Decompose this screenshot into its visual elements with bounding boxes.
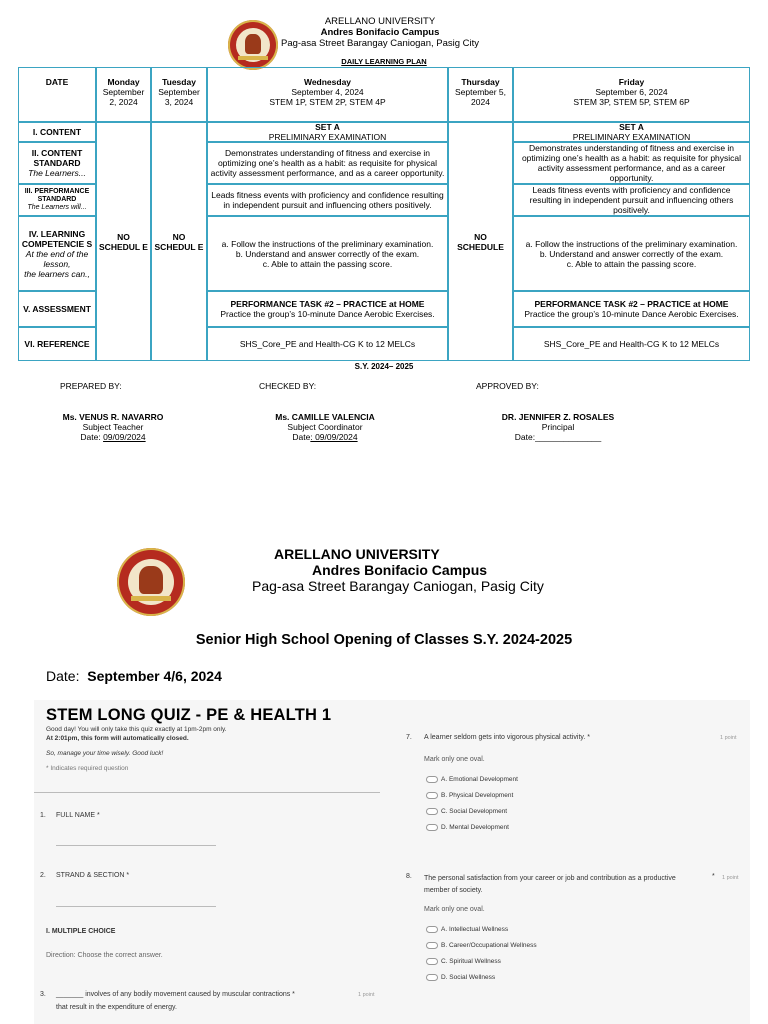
approved-role: Principal [541, 422, 575, 432]
approved-date: ______________ [535, 432, 602, 442]
radio-circle-icon[interactable] [426, 824, 438, 831]
row-performance-standard-label [18, 184, 96, 216]
competency-item: a. Follow the instructions of the preliminary examination. [221, 238, 434, 249]
checked-date-line [235, 432, 415, 442]
thursday-no-schedule-text: NO SCHEDULE [457, 231, 504, 252]
friday-reference-text: SHS_Core_PE and Health-CG K to 12 MELCs [543, 339, 720, 349]
wednesday-label: Wednesday [303, 77, 352, 87]
prepared-date: 09/09/2024 [103, 432, 146, 442]
assessment-label: V. ASSESSMENT [23, 304, 91, 314]
radio-circle-icon[interactable] [426, 974, 438, 981]
q7-instruction: Mark only one oval. [424, 756, 485, 763]
header-address: Pag-asa Street Barangay Caniogan, Pasig City [280, 38, 480, 49]
radio-circle-icon[interactable] [426, 926, 438, 933]
quiz-intro-3: So, manage your time wisely. Good luck! [46, 750, 164, 757]
q8-options [426, 922, 537, 986]
prepared-date-line [23, 432, 203, 442]
monday-no-schedule [96, 122, 151, 361]
q7-option-label: B. Physical Development [441, 792, 514, 799]
quiz-intro-1: Good day! You will only take this quiz exactly at 1pm-2pm only. [46, 726, 227, 733]
header-university: ARELLANO UNIVERSITY [324, 16, 436, 27]
radio-circle-icon[interactable] [426, 808, 438, 815]
friday-assessment-text: Practice the group’s 10-minute Dance Aerobic Exercises. [524, 309, 739, 319]
prepared-date-label: Date: [80, 432, 101, 442]
wednesday-competencies [207, 216, 448, 291]
q8-points: 1 point [722, 875, 739, 881]
monday-label: Monday [107, 77, 140, 87]
approved-date-label: Date: [514, 432, 536, 442]
wednesday-set: SET A [315, 122, 340, 132]
q7-option[interactable] [426, 772, 518, 788]
thursday-header [448, 67, 513, 122]
tuesday-no-schedule-text: NO SCHEDUL E [154, 231, 204, 252]
friday-exam: PRELIMINARY EXAMINATION [572, 132, 691, 142]
required-note: * Indicates required question [46, 765, 129, 772]
q8-required-star: * [712, 873, 715, 880]
friday-competencies [513, 216, 750, 291]
quiz-title: STEM LONG QUIZ - PE & HEALTH 1 [46, 706, 332, 724]
competencies-label: IV. LEARNING COMPETENCIE S [21, 228, 93, 249]
q2-number: 2. [40, 872, 46, 879]
section-title: I. MULTIPLE CHOICE [46, 928, 116, 935]
wednesday-assessment-title: PERFORMANCE TASK #2 – PRACTICE at HOME [230, 299, 425, 309]
wednesday-performance-standard-text: Leads fitness events with proficiency and confidence resulting in independent pursuit and influencing others positively. [211, 190, 444, 210]
wednesday-content [207, 122, 448, 142]
row-content-label [18, 122, 96, 142]
friday-content-standard-text: Demonstrates understanding of fitness and exercise in optimizing one’s health as a habit: as requisite for physical activity assessment performance, and as a career opportunity. [521, 143, 742, 183]
opening-date [46, 668, 222, 684]
q3-label: _______ involves of any bodily movement caused by muscular contractions * [56, 991, 295, 998]
checked-role: Subject Coordinator [287, 422, 363, 432]
content-standard-label: II. CONTENT STANDARD [31, 148, 83, 168]
checked-name: Ms. CAMILLE VALENCIA [275, 412, 375, 422]
date-label: DATE [45, 77, 69, 87]
quiz-intro-2: At 2:01pm, this form will automatically closed. [46, 735, 189, 742]
wednesday-header [207, 67, 448, 122]
friday-date: September 6, 2024 [595, 87, 668, 97]
friday-assessment [513, 291, 750, 327]
opening-date-label: Date: [46, 668, 80, 684]
wednesday-reference-text: SHS_Core_PE and Health-CG K to 12 MELCs [239, 339, 416, 349]
wednesday-date: September 4, 2024 [291, 87, 364, 97]
q8-option-label: D. Social Wellness [441, 974, 496, 981]
friday-competencies-list [526, 239, 738, 269]
q3-points: 1 point [358, 992, 375, 998]
q8-option[interactable] [426, 970, 537, 986]
q8-option-label: C. Spiritual Wellness [441, 958, 501, 965]
q2-label: STRAND & SECTION * [56, 872, 130, 879]
tuesday-header [151, 67, 207, 122]
friday-set: SET A [619, 122, 644, 132]
checked-date: : 09/09/2024 [310, 432, 358, 442]
wednesday-content-standard [207, 142, 448, 184]
q8-option-label: B. Career/Occupational Wellness [441, 942, 537, 949]
monday-no-schedule-text: NO SCHEDUL E [99, 231, 148, 252]
friday-content-standard [513, 142, 750, 184]
competency-item: b. Understand and answer correctly of the exam. [235, 248, 420, 259]
q8-option[interactable] [426, 954, 537, 970]
q8-label: The personal satisfaction from your career or job and contribution as a productive member of society. [424, 875, 676, 894]
q3-number: 3. [40, 991, 46, 998]
friday-assessment-title: PERFORMANCE TASK #2 – PRACTICE at HOME [534, 299, 729, 309]
quiz-form-screenshot [34, 700, 750, 1024]
competency-item: a. Follow the instructions of the preliminary examination. [525, 238, 738, 249]
date-header [18, 67, 96, 122]
university-seal-logo [117, 548, 185, 616]
q7-option[interactable] [426, 788, 518, 804]
friday-header [513, 67, 750, 122]
q7-options [426, 772, 518, 836]
wednesday-assessment-text: Practice the group’s 10-minute Dance Aerobic Exercises. [220, 309, 435, 319]
q7-option-label: C. Social Development [441, 808, 508, 815]
form-left-column [46, 706, 386, 773]
section-direction: Direction: Choose the correct answer. [46, 952, 163, 959]
q2-answer-line[interactable] [56, 906, 216, 907]
header-campus: Andres Bonifacio Campus [320, 27, 440, 38]
q7-option-label: A. Emotional Development [441, 776, 518, 783]
row-competencies-label [18, 216, 96, 291]
approved-name: DR. JENNIFER Z. ROSALES [501, 412, 615, 422]
tuesday-label: Tuesday [162, 77, 196, 87]
q3-label-continued: that result in the expenditure of energy. [56, 1004, 177, 1011]
second-campus: Andres Bonifacio Campus [312, 562, 488, 578]
wednesday-reference [207, 327, 448, 361]
competency-item: c. Able to attain the passing score. [566, 258, 697, 269]
second-header [252, 546, 602, 594]
wednesday-competencies-list [222, 239, 434, 269]
content-standard-sub: The Learners... [28, 168, 86, 178]
q7-option[interactable] [426, 804, 518, 820]
opening-date-value: September 4/6, 2024 [87, 668, 222, 684]
wednesday-exam: PRELIMINARY EXAMINATION [268, 132, 387, 142]
q8-number: 8. [406, 873, 412, 880]
plan-title: DAILY LEARNING PLAN [341, 57, 427, 66]
wednesday-assessment [207, 291, 448, 327]
q8-option[interactable] [426, 922, 537, 938]
approved-date-line [468, 432, 648, 442]
q7-number: 7. [406, 734, 412, 741]
radio-circle-icon[interactable] [426, 792, 438, 799]
friday-reference [513, 327, 750, 361]
q1-number: 1. [40, 812, 46, 819]
prepared-signature [23, 412, 203, 442]
q8-option-label: A. Intellectual Wellness [441, 926, 509, 933]
q7-option[interactable] [426, 820, 518, 836]
q7-option-label: D. Mental Development [441, 824, 509, 831]
checked-by-label: CHECKED BY: [259, 381, 317, 391]
q7-label: A learner seldom gets into vigorous physical activity. * [424, 734, 591, 741]
row-reference-label [18, 327, 96, 361]
competencies-sub-2: the learners can., [24, 268, 90, 279]
thursday-label: Thursday [461, 77, 500, 87]
q7-points: 1 point [720, 735, 737, 741]
header-block [230, 16, 530, 49]
competencies-sub-1: At the end of the lesson, [25, 248, 89, 269]
monday-date: September 2, 2024 [102, 87, 145, 107]
divider [34, 792, 380, 793]
prepared-name: Ms. VENUS R. NAVARRO [62, 412, 164, 422]
friday-performance-standard [513, 184, 750, 216]
wednesday-performance-standard [207, 184, 448, 216]
friday-performance-standard-text: Leads fitness events with proficiency and confidence resulting in independent pursuit and influencing others positively. [529, 185, 734, 215]
second-address: Pag-asa Street Barangay Caniogan, Pasig City [252, 578, 544, 594]
friday-content [513, 122, 750, 142]
second-university: ARELLANO UNIVERSITY [274, 546, 440, 562]
radio-circle-icon[interactable] [426, 958, 438, 965]
radio-circle-icon[interactable] [426, 942, 438, 949]
prepared-role: Subject Teacher [82, 422, 144, 432]
opening-title: Senior High School Opening of Classes S.Y. 2024-2025 [195, 632, 573, 648]
friday-sections: STEM 3P, STEM 5P, STEM 6P [573, 97, 690, 107]
monday-header [96, 67, 151, 122]
approved-signature [468, 412, 648, 442]
radio-circle-icon[interactable] [426, 776, 438, 783]
competency-item: b. Understand and answer correctly of the exam. [539, 248, 724, 259]
approved-by-label: APPROVED BY: [476, 381, 539, 391]
thursday-no-schedule [448, 122, 513, 361]
row-assessment-label [18, 291, 96, 327]
competency-item: c. Able to attain the passing score. [262, 258, 393, 269]
performance-standard-sub: The Learners will... [27, 204, 87, 211]
friday-label: Friday [618, 77, 645, 87]
checked-signature [235, 412, 415, 442]
q8-option[interactable] [426, 938, 537, 954]
prepared-by-label: PREPARED BY: [60, 381, 122, 391]
row-content-standard-label [18, 142, 96, 184]
checked-date-label: Date [292, 432, 311, 442]
wednesday-content-standard-text: Demonstrates understanding of fitness and exercise in optimizing one’s health as a habit: as requisite for physical activity assessment performance, and as a career opportunity. [210, 148, 445, 178]
performance-standard-label: III. PERFORMANCE STANDARD [24, 188, 90, 203]
q1-answer-line[interactable] [56, 845, 216, 846]
q8-instruction: Mark only one oval. [424, 906, 485, 913]
q1-label: FULL NAME * [56, 812, 100, 819]
wednesday-sections: STEM 1P, STEM 2P, STEM 4P [269, 97, 386, 107]
school-year: S.Y. 2024– 2025 [354, 362, 414, 371]
content-label: I. CONTENT [32, 127, 82, 137]
tuesday-date: September 3, 2024 [158, 87, 200, 107]
thursday-date: September 5, 2024 [454, 87, 507, 107]
tuesday-no-schedule [151, 122, 207, 361]
reference-label: VI. REFERENCE [24, 339, 90, 349]
